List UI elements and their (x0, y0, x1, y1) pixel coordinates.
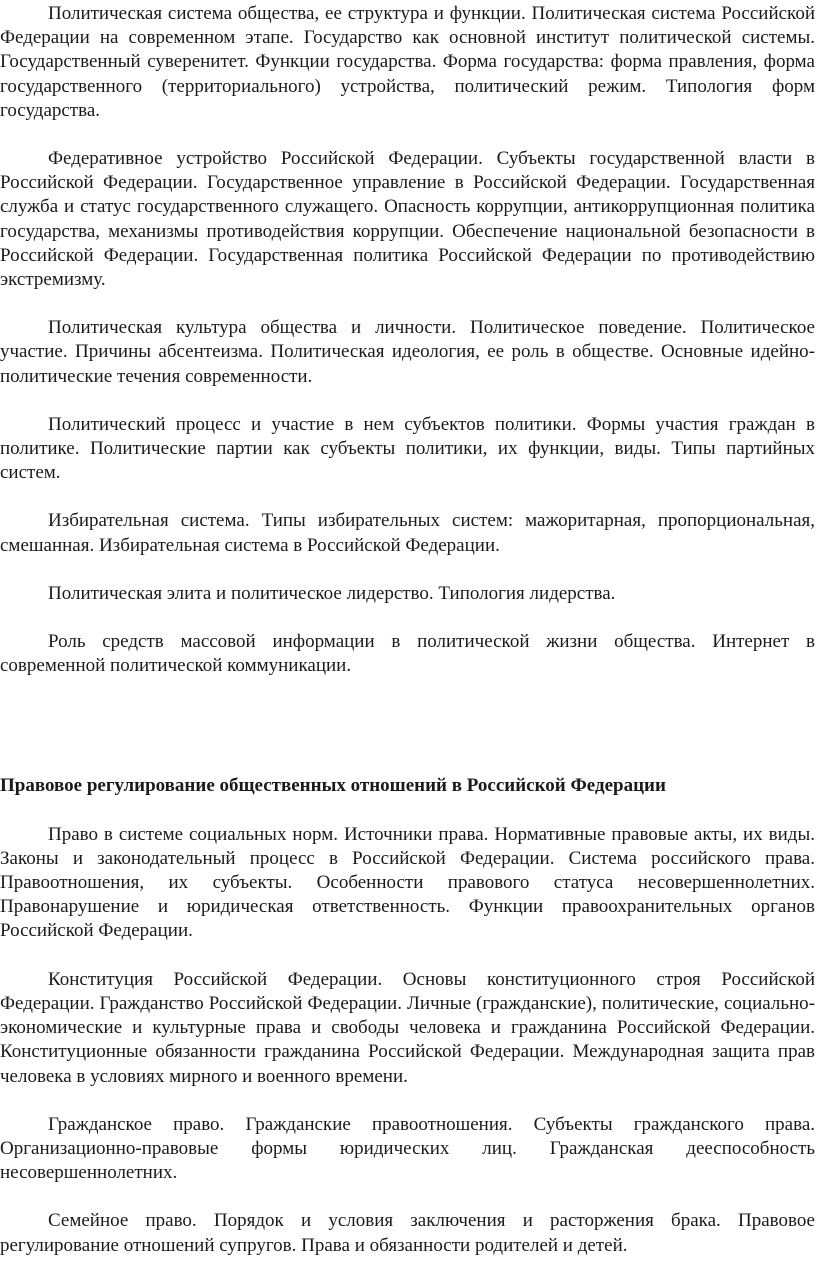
section-heading-legal-regulation: Правовое регулирование общественных отношений в Российской Федерации (0, 775, 666, 797)
paragraph-mass-media: Роль средств массовой информации в политической жизни общества. Интернет в современной политической коммуникации. (0, 631, 815, 677)
paragraph-electoral-system: Избирательная система. Типы избирательных систем: мажоритарная, пропорциональная, смешанная. Избирательная система в Российской Федерации. (0, 510, 815, 556)
paragraph-political-system: Политическая система общества, ее структура и функции. Политическая система Российской Федерации на современном этапе. Государство как основной институт политической системы. Государственный суверенитет. Функции государства. Форма государства: форма правления, форма государственного (территориального) устройства, политический режим. Типология форм государства. (0, 3, 815, 121)
paragraph-federal-structure: Федеративное устройство Российской Федерации. Субъекты государственной власти в Российской Федерации. Государственное управление в Российской Федерации. Государственная служба и статус государственного служащего. Опасность коррупции, антикоррупционная политика государства, механизмы противодействия коррупции. Обеспечение национальной безопасности в Российской Федерации. Государственная политика Российской Федерации по противодействию экстремизму. (0, 148, 815, 291)
paragraph-political-process: Политический процесс и участие в нем субъектов политики. Формы участия граждан в политике. Политические партии как субъекты политики, их функции, виды. Типы партийных систем. (0, 413, 815, 484)
paragraph-political-elite: Политическая элита и политическое лидерство. Типология лидерства. (48, 582, 616, 604)
paragraph-political-culture: Политическая культура общества и личности. Политическое поведение. Политическое участие. Причины абсентеизма. Политическая идеология, ее роль в обществе. Основные идейно-политические течения современности. (0, 317, 815, 387)
paragraph-constitution: Конституция Российской Федерации. Основы конституционного строя Российской Федерации. Гражданство Российской Федерации. Личные (гражданские), политические, социально-экономические и культурные права и свободы человека и гражданина Российской Федерации. Конституционные обязанности гражданина Российской Федерации. Международная защита прав человека в условиях мирного и военного времени. (0, 968, 815, 1087)
paragraph-law-system: Право в системе социальных норм. Источники права. Нормативные правовые акты, их виды. Законы и законодательный процесс в Российской Федерации. Система российского права. Правоотношения, их субъекты. Особенности правового статуса несовершеннолетних. Правонарушение и юридическая ответственность. Функции правоохранительных органов Российской Федерации. (0, 823, 815, 942)
paragraph-civil-law: Гражданское право. Гражданские правоотношения. Субъекты гражданского права. Организационно-правовые формы юридических лиц. Гражданская дееспособность несовершеннолетних. (0, 1113, 815, 1184)
paragraph-family-law: Семейное право. Порядок и условия заключения и расторжения брака. Правовое регулирование отношений супругов. Права и обязанности родителей и детей. (0, 1210, 815, 1256)
